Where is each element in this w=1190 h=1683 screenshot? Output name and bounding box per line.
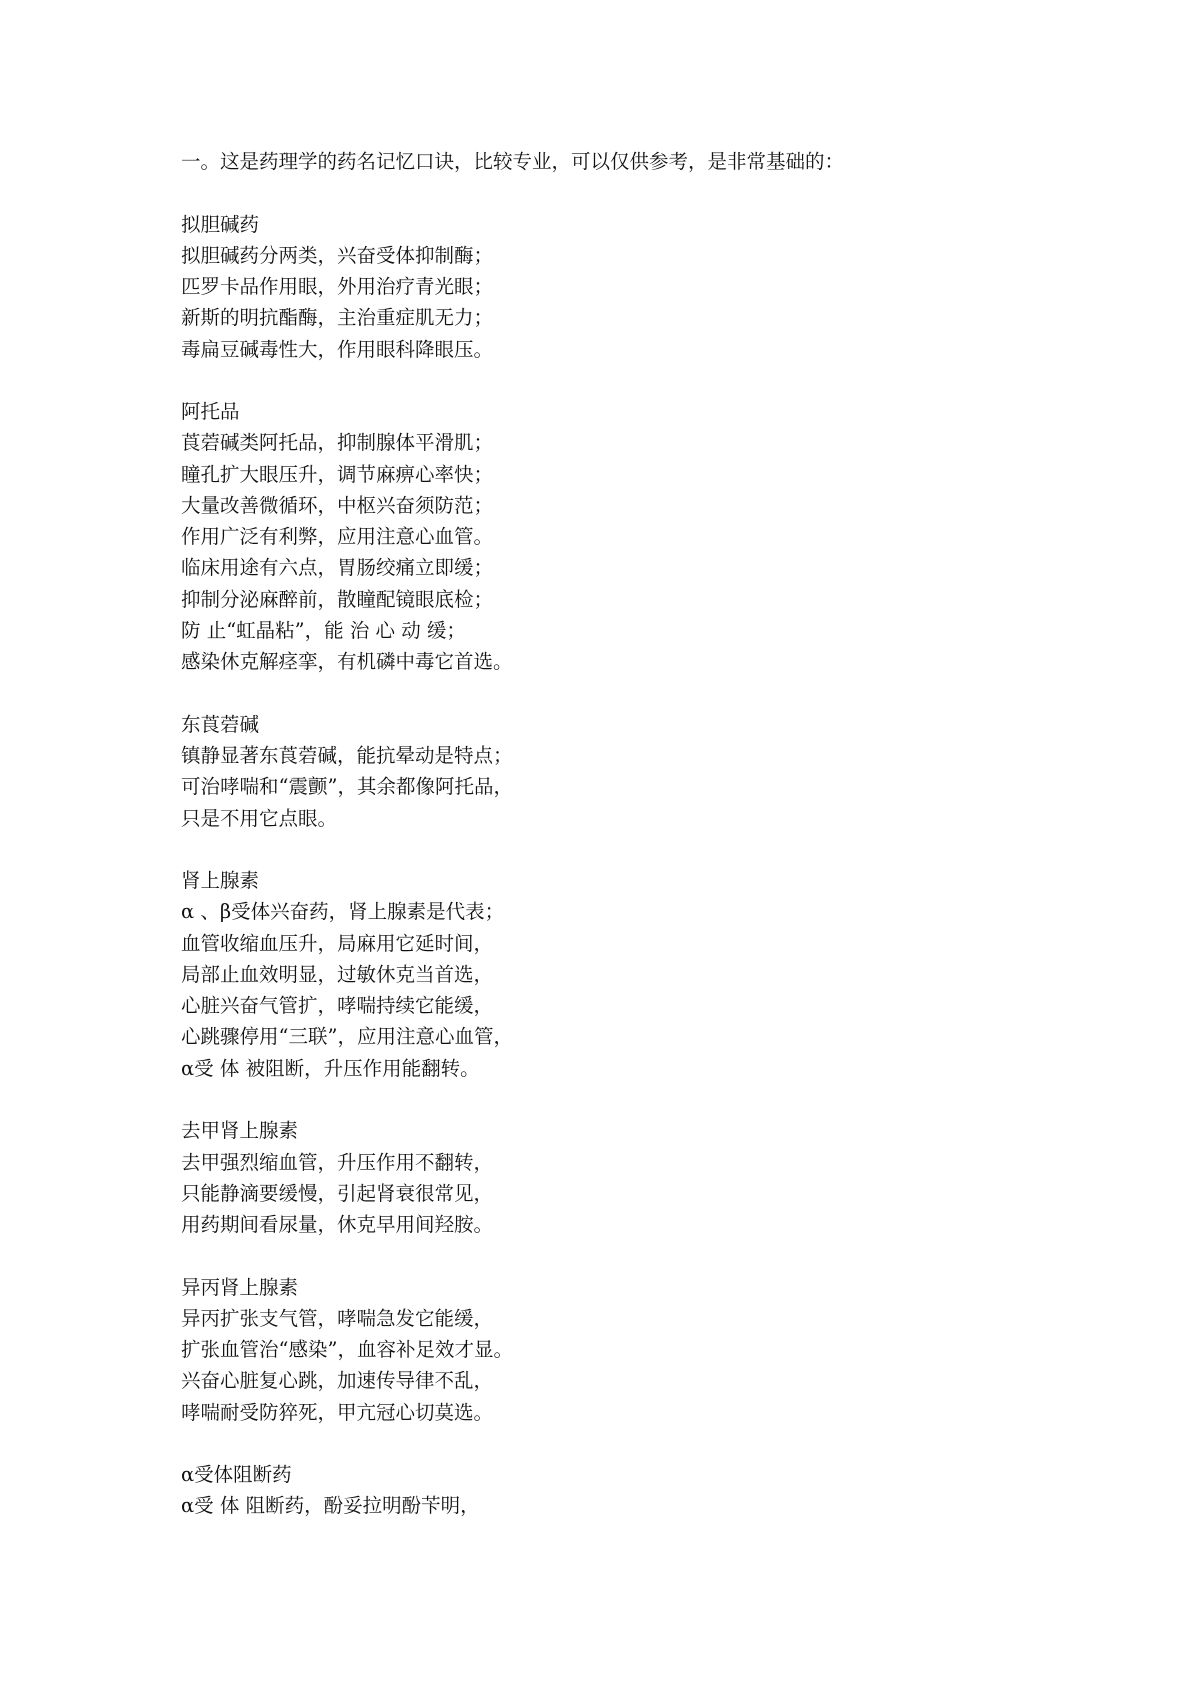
verse-line: 感染休克解痉挛，有机磷中毒它首选。 [181,650,513,674]
section-heading: 肾上腺素 [181,869,260,893]
verse-line: 临床用途有六点，胃肠绞痛立即缓； [181,556,494,580]
verse-line: 哮喘耐受防猝死，甲亢冠心切莫选。 [181,1400,494,1424]
verse-line: α受 体 被阻断，升压作用能翻转。 [181,1056,480,1080]
verse-line: 作用广泛有利弊，应用注意心血管。 [181,525,494,549]
verse-line: 拟胆碱药分两类，兴奋受体抑制酶； [181,243,494,267]
section-heading: 东莨菪碱 [181,712,260,736]
section-isoprenaline [181,1272,1081,1428]
verse-line: 去甲强烈缩血管，升压作用不翻转， [181,1150,494,1174]
verse-line: 莨菪碱类阿托品，抑制腺体平滑肌； [181,431,494,455]
verse-line: 只能静滴要缓慢，引起肾衰很常见， [181,1181,494,1205]
verse-line: 血管收缩血压升，局麻用它延时间， [181,931,494,955]
verse-line: 大量改善微循环，中枢兴奋须防范； [181,493,494,517]
section-alpha-blockers [181,1459,1081,1522]
verse-line: 抑制分泌麻醉前，散瞳配镜眼底检； [181,587,494,611]
verse-line: 瞳孔扩大眼压升，调节麻痹心率快； [181,462,494,486]
section-heading: 阿托品 [181,400,240,424]
section-heading: 去甲肾上腺素 [181,1119,299,1143]
verse-line: 用药期间看尿量，休克早用间羟胺。 [181,1213,494,1237]
section-atropine [181,396,1081,677]
section-heading: α受体阻断药 [181,1463,292,1487]
verse-line: 扩张血管治“感染”，血容补足效才显。 [181,1338,513,1362]
section-cholinomimetics [181,209,1081,365]
verse-line: 毒扁豆碱毒性大，作用眼科降眼压。 [181,337,494,361]
verse-line: 异丙扩张支气管，哮喘急发它能缓， [181,1306,494,1330]
section-heading: 拟胆碱药 [181,212,260,236]
verse-line: 新斯的明抗酯酶，主治重症肌无力； [181,306,494,330]
section-noradrenaline [181,1115,1081,1240]
verse-line: 心脏兴奋气管扩，哮喘持续它能缓， [181,994,494,1018]
intro-text: 一。这是药理学的药名记忆口诀，比较专业，可以仅供参考，是非常基础的： [181,150,845,173]
section-adrenaline [181,865,1081,1084]
verse-line: 防 止“虹晶粘”，能 治 心 动 缓； [181,618,466,642]
document-body [181,146,1081,1522]
verse-line: 局部止血效明显，过敏休克当首选， [181,962,494,986]
section-scopolamine [181,709,1081,834]
verse-line: α 、β受体兴奋药，肾上腺素是代表； [181,900,505,924]
verse-line: 可治哮喘和“震颤”，其余都像阿托品， [181,775,513,799]
verse-line: 心跳骤停用“三联”，应用注意心血管， [181,1025,513,1049]
verse-line: 匹罗卡品作用眼，外用治疗青光眼； [181,275,494,299]
section-heading: 异丙肾上腺素 [181,1275,299,1299]
verse-line: 兴奋心脏复心跳，加速传导律不乱， [181,1369,494,1393]
verse-line: 只是不用它点眼。 [181,806,338,830]
verse-line: 镇静显著东莨菪碱，能抗晕动是特点； [181,744,513,768]
verse-line: α受 体 阻断药，酚妥拉明酚苄明， [181,1494,480,1518]
